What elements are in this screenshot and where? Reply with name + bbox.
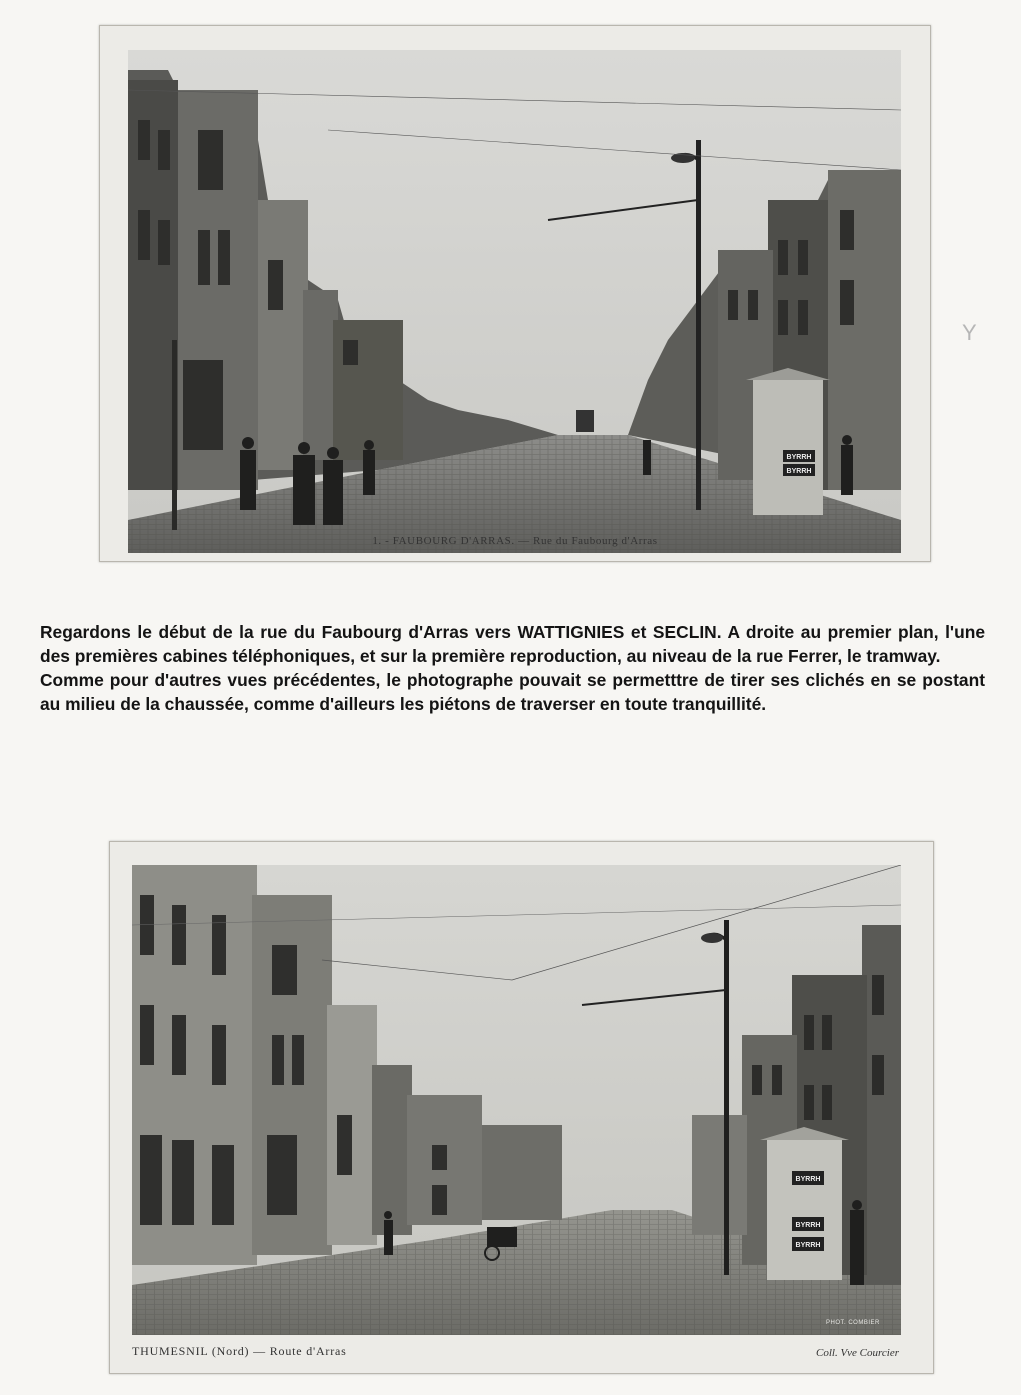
kiosk-sign-2: BYRRH (786, 468, 812, 475)
street-scene-image (128, 50, 901, 553)
paragraph-1: Regardons le début de la rue du Faubourg d'Arras vers WATTIGNIES et SECLIN. A droite au premier plan, l'une des premières cabines téléphoniques, et sur la première reproduction, au niveau de la rue Ferrer, le tramway. (40, 622, 985, 666)
photo-faubourg-darras (128, 50, 901, 553)
kiosk-sign-1: BYRRH (786, 454, 812, 461)
street-scene-image (132, 865, 901, 1335)
photo-thumesnil-route-darras (132, 865, 901, 1335)
margin-mark: Y (962, 320, 977, 345)
publisher-imprint: PHOT. COMBIER (826, 1320, 880, 1326)
postcard-caption: 1. - FAUBOURG D'ARRAS. — Rue du Faubourg d'Arras (372, 535, 658, 547)
postcard-caption-left: THUMESNIL (Nord) — Route d'Arras (132, 1344, 347, 1358)
postcard-top (99, 25, 931, 562)
description-text (40, 620, 985, 716)
kiosk-sign-3: BYRRH (795, 1242, 821, 1249)
paragraph-2: Comme pour d'autres vues précédentes, le photographe pouvait se permetttre de tirer ses clichés en se postant au milieu de la chaussée, comme d'ailleurs les piétons de traverser en toute tranquillité. (40, 670, 985, 714)
postcard-caption-right: Coll. Vve Courcier (816, 1347, 899, 1359)
kiosk-sign-1: BYRRH (795, 1176, 821, 1183)
postcard-bottom (109, 841, 934, 1374)
kiosk-sign-2: BYRRH (795, 1222, 821, 1229)
